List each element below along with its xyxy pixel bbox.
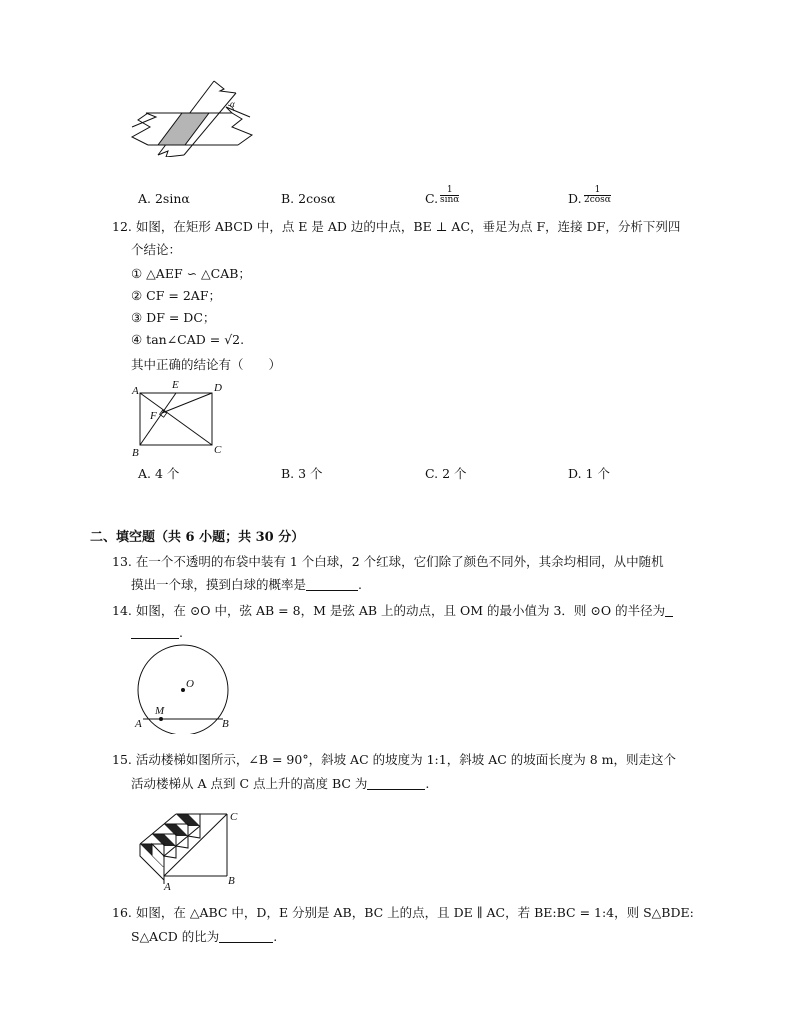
q14-answer-blank[interactable] <box>131 625 179 639</box>
q11-option-d-prefix: D. <box>568 191 582 206</box>
q14-label-o: O <box>186 678 194 690</box>
q13-answer-blank[interactable] <box>306 577 358 591</box>
q16-text-line2-lead: S△ACD 的比为 <box>131 929 220 944</box>
q11-option-b: B. 2cosα <box>281 191 336 206</box>
q12-conclusion-3: ③ DF = DC； <box>131 310 216 325</box>
q16-text-end: . <box>273 929 278 944</box>
q11-option-d-fraction <box>584 186 611 205</box>
q12-label-f: F <box>150 410 157 422</box>
q14-label-m: M <box>155 705 165 717</box>
q14-text-line1 <box>112 603 673 619</box>
q12-option-d: D. 1 个 <box>568 466 610 481</box>
q12-text-line2: 个结论： <box>131 242 182 257</box>
q11-alpha-label: α <box>230 99 235 109</box>
q15-label-c: C <box>230 811 238 823</box>
q16-text-line2 <box>131 929 277 945</box>
q15-label-a: A <box>164 881 171 892</box>
q15-label-b: B <box>228 875 235 887</box>
q15-text-line2 <box>131 776 429 792</box>
q14-text-line2 <box>131 625 183 641</box>
q16-text-line1: 16. 如图，在 △ABC 中，D，E 分别是 AB，BC 上的点，且 DE ∥ AC，若 BE:BC = 1:4，则 S△BDE: <box>112 905 694 920</box>
q12-label-a: A <box>132 385 139 397</box>
q15-text-line2-lead: 活动楼梯从 A 点到 C 点上升的高度 BC 为 <box>131 776 368 791</box>
section-title-fill-in: 二、填空题（共 6 小题；共 30 分） <box>90 530 305 545</box>
q12-text-line1: 12. 如图，在矩形 ABCD 中，点 E 是 AD 边的中点，BE ⊥ AC，垂足为点 F，连接 DF，分析下列四 <box>112 219 681 234</box>
q11-option-a: A. 2sinα <box>138 191 190 206</box>
q13-text-end: . <box>358 577 362 592</box>
q12-option-a: A. 4 个 <box>138 466 180 481</box>
q11-figure <box>128 75 258 157</box>
q14-text-line1-lead: 14. 如图，在 ⊙O 中，弦 AB = 8，M 是弦 AB 上的动点，且 OM 的最小值为 3．则 ⊙O 的半径为 <box>112 603 666 618</box>
q11-option-c-fraction <box>440 186 459 205</box>
q11-option-d-numerator: 1 <box>584 186 611 196</box>
q11-option-c-prefix: C. <box>425 191 439 206</box>
q15-text-end: . <box>425 776 430 791</box>
q12-rectangle-figure <box>128 378 228 460</box>
q11-option-c-numerator: 1 <box>440 186 459 196</box>
q11-option-c-denominator: sinα <box>440 195 460 205</box>
q12-question: 其中正确的结论有（ ） <box>131 357 282 372</box>
q12-conclusion-4: ④ tan∠CAD = √2. <box>131 332 245 347</box>
q12-label-c: C <box>214 444 222 456</box>
q12-option-b: B. 3 个 <box>281 466 323 481</box>
q12-label-e: E <box>172 379 179 391</box>
q14-label-b: B <box>222 718 229 730</box>
q12-label-d: D <box>214 382 222 394</box>
q14-text-end: . <box>179 625 183 640</box>
q16-answer-blank[interactable] <box>219 929 273 943</box>
q14-label-a: A <box>135 718 142 730</box>
q13-text-line1: 13. 在一个不透明的布袋中装有 1 个白球，2 个红球，它们除了颜色不同外，其余均相同，从中随机 <box>112 554 664 569</box>
q12-conclusion-2: ② CF = 2AF； <box>131 288 221 303</box>
q12-conclusion-1: ① △AEF ∽ △CAB； <box>131 266 251 281</box>
q15-text-line1: 15. 活动楼梯如图所示，∠B = 90°，斜坡 AC 的坡度为 1:1，斜坡 AC 的坡面长度为 8 m，则走这个 <box>112 752 677 767</box>
q12-label-b: B <box>132 447 139 459</box>
q14-answer-blank-start[interactable] <box>665 603 673 617</box>
q14-circle-figure <box>130 642 240 734</box>
q15-answer-blank[interactable] <box>367 776 425 790</box>
q13-text-line2 <box>131 577 362 593</box>
q11-option-d-denominator: 2cosα <box>584 195 611 205</box>
q13-text-line2-lead: 摸出一个球，摸到白球的概率是 <box>131 577 307 592</box>
q15-stairs-figure <box>134 806 244 892</box>
q12-option-c: C. 2 个 <box>425 466 467 481</box>
